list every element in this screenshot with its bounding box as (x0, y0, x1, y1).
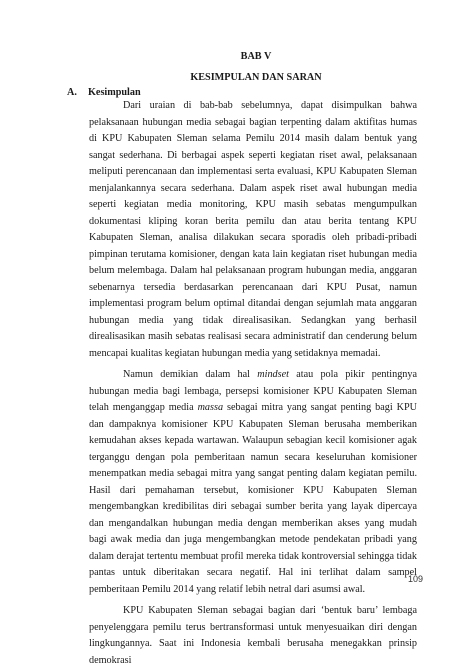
section-number: A. (67, 87, 77, 98)
italic-term-massa: massa (197, 402, 224, 413)
chapter-title: KESIMPULAN DAN SARAN (190, 72, 322, 83)
paragraph-3: KPU Kabupaten Sleman sebagai bagian dari ‘bentuk baru’ lembaga penyelenggara pemilu terus bertransformasi untuk menyesuaikan diri dengan lingkungannya. Saat ini Indonesia kembali berusaha menegakkan prinsip demokrasi (89, 605, 417, 666)
section-title: Kesimpulan (88, 87, 141, 98)
paragraph-2 (89, 367, 417, 598)
paragraph-2-text: atau pola pikir pentingnya hubungan media bagi lembaga, persepsi komisioner KPU Kabupaten Sleman telah menganggap media (89, 369, 417, 413)
paragraph-1: Dari uraian di bab-bab sebelumnya, dapat disimpulkan bahwa pelaksanaan hubungan media sebagai bagian terpenting dalam aktifitas humas di KPU Kabupaten Sleman selama Pemilu 2014 masih dalam bentuk yang sangat sederhana. Di berbagai aspek seperti kegiatan riset awal, pelaksanaan meliputi perencanaan dan implementasi serta evaluasi, KPU Kabupaten Sleman menjalankannya secara sederhana. Dalam aspek riset awal hubungan media seperti kegiatan media monitoring, KPU masih sebatas mengumpulkan dokumentasi kliping koran berita pemilu dan atau berita tentang KPU Kabupaten Sleman, analisa dilakukan secara sporadis oleh pribadi-pribadi pimpinan terutama komisioner, dengan kata lain kegiatan riset hubungan media belum melembaga. Dalam hal pelaksanaan program hubungan media, anggaran sebenarnya tersedia berdasarkan perencanaan dari KPU Pusat, namun implementasi program belum optimal ditandai dengan sejumlah mata anggaran hubungan media yang tidak direalisasikan. Sedangkan yang berhasil direalisasikan masih sebatas realisasi secara administratif dan cenderung belum mencapai kualitas kegiatan hubungan media yang setidaknya memadai. (89, 100, 417, 359)
chapter-number: BAB V (240, 51, 272, 62)
paragraph-2-text: Namun demikian dalam hal (123, 369, 258, 380)
paragraph-2-text: sebagai mitra yang sangat penting bagi KPU dan dampaknya komisioner KPU Kabupaten Sleman berusaha memberikan kemudahan akses kepada wartawan. Walaupun sebagian kecil komisioner agak terganggu dengan pola pemberitaan namun secara keseluruhan komisioner menempatkan media sebagai mitra yang sangat penting dalam kegiatan pemilu. Hasil dari pemahaman tersebut, komisioner KPU Kabupaten Sleman mengembangkan kredibilitas diri sebagai sumber berita yang layak dipercaya dan mengandalkan hubungan media dengan memberikan akses yang mudah bagi awak media dan juga mengembangkan metode pendekatan pribadi yang dalam derajat tertentu membuat profil mereka tidak kontroversial sehingga tidak pantas untuk diberitakan secara negatif. Hal ini terlihat dalam sampel pemberitaan Pemilu 2014 yang relatif lebih netral dari asumsi awal. (89, 402, 417, 595)
page-number: 109 (407, 574, 423, 584)
italic-term-mindset: mindset (257, 369, 289, 380)
body-text (89, 98, 417, 669)
